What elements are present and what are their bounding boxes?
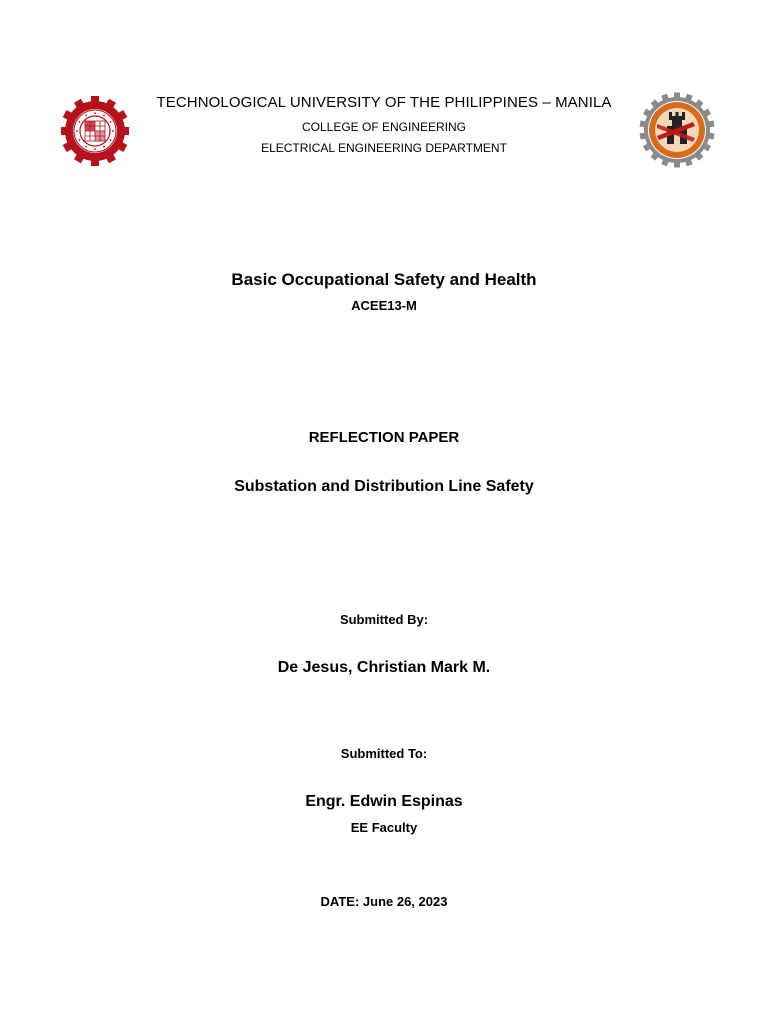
submitted-to-name: Engr. Edwin Espinas	[305, 793, 463, 810]
submitted-to-label: Submitted To:	[340, 746, 428, 761]
course-title: Basic Occupational Safety and Health	[231, 270, 537, 289]
college-name: COLLEGE OF ENGINEERING	[301, 120, 467, 134]
paper-type: REFLECTION PAPER	[308, 429, 460, 446]
university-name: TECHNOLOGICAL UNIVERSITY OF THE PHILIPPINES – MANILA	[156, 94, 612, 111]
submitted-by-name: De Jesus, Christian Mark M.	[277, 659, 491, 676]
submitted-by-label: Submitted By:	[339, 612, 429, 627]
course-code: ACEE13-M	[351, 298, 417, 313]
paper-topic: Substation and Distribution Line Safety	[234, 478, 534, 495]
department-name: ELECTRICAL ENGINEERING DEPARTMENT	[261, 141, 507, 155]
submission-date: DATE: June 26, 2023	[320, 894, 448, 909]
submitted-to-role: EE Faculty	[350, 820, 418, 835]
